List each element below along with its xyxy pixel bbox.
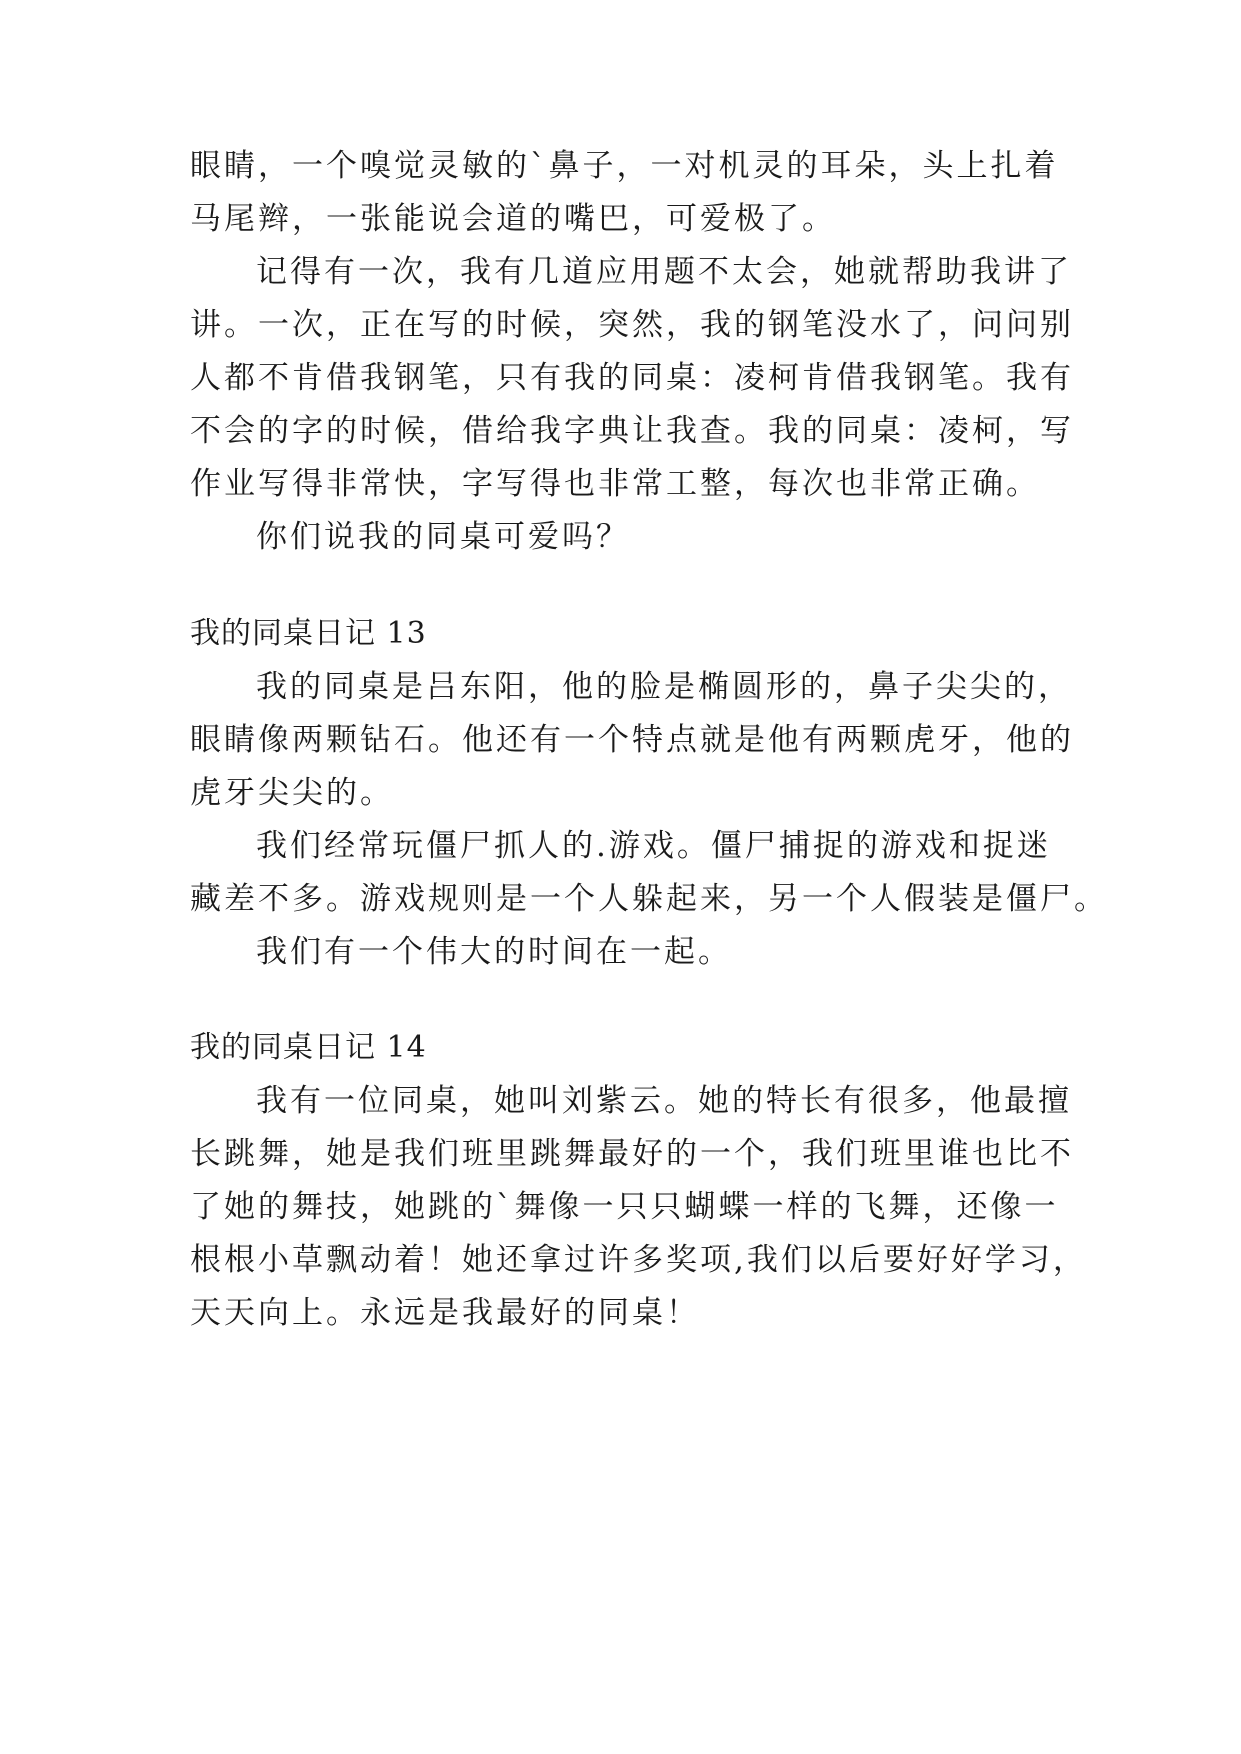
paragraph-line: 了她的舞技，她跳的`舞像一只只蝴蝶一样的飞舞，还像一 [190,1189,1059,1225]
section-title: 我的同桌日记 14 [190,1030,427,1065]
paragraph-line: 人都不肯借我钢笔，只有我的同桌：凌柯肯借我钢笔。我有 [190,360,1074,396]
paragraph-line: 讲。一次，正在写的时候，突然，我的钢笔没水了，问问别 [190,307,1074,343]
paragraph-line: 天天向上。永远是我最好的同桌！ [190,1295,700,1331]
paragraph-line: 马尾辫，一张能说会道的嘴巴，可爱极了。 [190,201,836,237]
paragraph-line: 我有一位同桌，她叫刘紫云。她的特长有很多，他最擅 [256,1083,1072,1119]
paragraph-line: 我的同桌是吕东阳，他的脸是椭圆形的，鼻子尖尖的， [256,669,1072,705]
paragraph-line: 长跳舞，她是我们班里跳舞最好的一个，我们班里谁也比不 [190,1136,1074,1172]
paragraph-line: 我们有一个伟大的时间在一起。 [256,934,732,970]
paragraph-line: 眼睛像两颗钻石。他还有一个特点就是他有两颗虎牙，他的 [190,722,1074,758]
paragraph-line: 根根小草飘动着！她还拿过许多奖项,我们以后要好好学习， [190,1242,1087,1278]
paragraph-line: 作业写得非常快，字写得也非常工整，每次也非常正确。 [190,466,1040,502]
paragraph-line: 眼睛，一个嗅觉灵敏的`鼻子，一对机灵的耳朵，头上扎着 [190,148,1059,184]
paragraph-line: 不会的字的时候，借给我字典让我查。我的同桌：凌柯，写 [190,413,1074,449]
paragraph-line: 我们经常玩僵尸抓人的.游戏。僵尸捕捉的游戏和捉迷 [256,828,1051,864]
section-title: 我的同桌日记 13 [190,616,427,651]
paragraph-line: 你们说我的同桌可爱吗？ [256,519,630,555]
paragraph-line: 记得有一次，我有几道应用题不太会，她就帮助我讲了 [256,254,1072,290]
paragraph-line: 虎牙尖尖的。 [190,775,394,811]
paragraph-line: 藏差不多。游戏规则是一个人躲起来，另一个人假装是僵尸。 [190,881,1108,917]
